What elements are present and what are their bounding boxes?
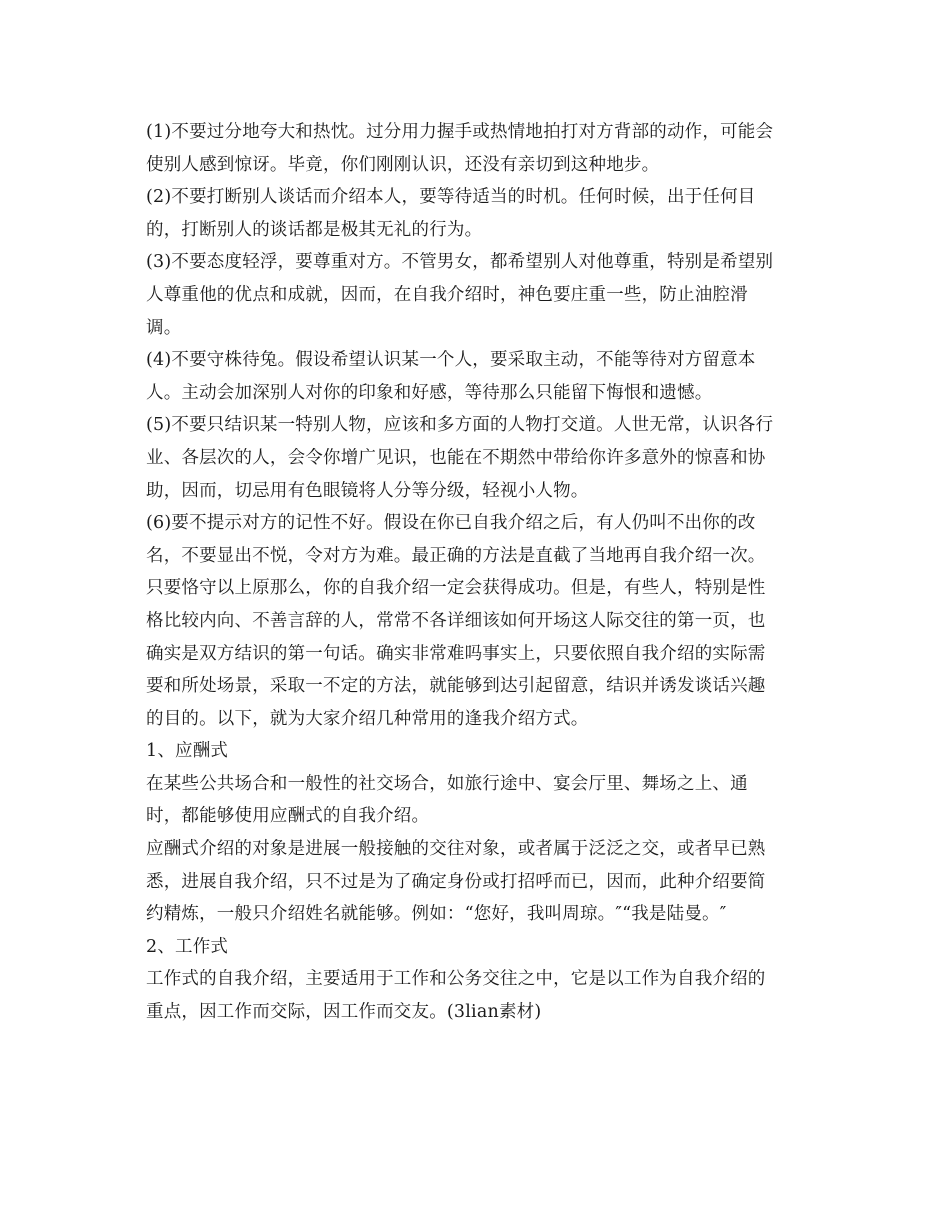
text-line: (1)不要过分地夸大和热忱。过分用力握手或热情地拍打对方背部的动作，可能会 xyxy=(146,122,774,142)
text-line: (2)不要打断别人谈话而介绍本人，要等待适当的时机。任何时候，出于任何目 xyxy=(146,187,756,208)
text-line: 重点，因工作而交际，因工作而交友。(3lian素材) xyxy=(146,1002,542,1023)
text-line: (6)要不提示对方的记性不好。假设在你已自我介绍之后，有人仍叫不出你的改 xyxy=(146,513,756,534)
text-line: 使别人感到惊讶。毕竟，你们刚刚认识，还没有亲切到这种地步。 xyxy=(146,154,660,175)
text-line: 格比较内向、不善言辞的人，常常不各详细该如何开场这人际交往的第一页，也 xyxy=(146,610,766,631)
text-line: 业、各层次的人，会令你增广见识，也能在不期然中带给你许多意外的惊喜和协 xyxy=(146,447,766,468)
text-line: 工作式的自我介绍，主要适用于工作和公务交往之中，它是以工作为自我介绍的 xyxy=(146,969,766,990)
text-line: 在某些公共场合和一般性的社交场合，如旅行途中、宴会厅里、舞场之上、通 xyxy=(146,773,748,794)
text-line: 约精炼，一般只介绍姓名就能够。例如：“您好，我叫周琼。″“我是陆曼。″ xyxy=(146,904,727,925)
text-line: 助，因而，切忌用有色眼镜将人分等分级，轻视小人物。 xyxy=(146,480,589,501)
text-line: (4)不要守株待兔。假设希望认识某一个人，要采取主动，不能等待对方留意本 xyxy=(146,350,756,371)
text-line: 人。主动会加深别人对你的印象和好感，等待那么只能留下悔恨和遗憾。 xyxy=(146,382,713,403)
text-line: 要和所处场景，采取一不定的方法，就能够到达引起留意，结识并诱发谈话兴趣 xyxy=(146,676,766,697)
text-line: 悉，进展自我介绍，只不过是为了确定身份或打招呼而已，因而，此种介绍要简 xyxy=(146,871,766,892)
text-line: 人尊重他的优点和成就，因而，在自我介绍时，神色要庄重一些，防止油腔滑 xyxy=(146,284,748,305)
text-line: 的，打断别人的谈话都是极其无礼的行为。 xyxy=(146,219,483,240)
text-line: 应酬式介绍的对象是进展一般接触的交往对象，或者属于泛泛之交，或者早已熟 xyxy=(146,839,766,860)
text-line: 确实是双方结识的第一句话。确实非常难吗事实上，只要依照自我介绍的实际需 xyxy=(146,643,766,664)
text-line: 时，都能够使用应酬式的自我介绍。 xyxy=(146,806,430,827)
text-line: 的目的。以下，就为大家介绍几种常用的逢我介绍方式。 xyxy=(146,708,589,729)
document-body xyxy=(146,116,810,1029)
text-line: (3)不要态度轻浮，要尊重对方。不管男女，都希望别人对他尊重，特别是希望别 xyxy=(146,252,774,273)
text-line: 调。 xyxy=(146,317,182,338)
text-line: 只要恪守以上原那么，你的自我介绍一定会获得成功。但是，有些人，特别是性 xyxy=(146,578,766,599)
section-heading: 2、工作式 xyxy=(146,936,229,957)
text-line: (5)不要只结识某一特别人物，应该和多方面的人物打交道。人世无常，认识各行 xyxy=(146,415,774,436)
section-heading: 1、应酬式 xyxy=(146,741,229,762)
text-line: 名，不要显出不悦，令对方为难。最正确的方法是直截了当地再自我介绍一次。 xyxy=(146,545,766,566)
